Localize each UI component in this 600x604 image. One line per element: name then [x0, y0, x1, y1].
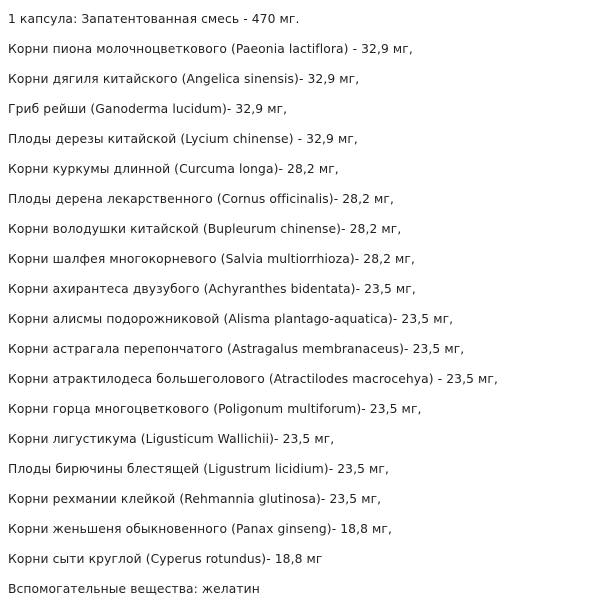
ingredient-line: Корни лигустикума (Ligusticum Wallichii)- 23,5 мг,	[8, 432, 335, 446]
ingredient-line: Корни алисмы подорожниковой (Alisma plantago-aquatica)- 23,5 мг,	[8, 312, 454, 326]
ingredient-line: Корни шалфея многокорневого (Salvia multiorrhioza)- 28,2 мг,	[8, 252, 416, 266]
ingredient-line: Корни рехмании клейкой (Rehmannia glutinosa)- 23,5 мг,	[8, 492, 382, 506]
ingredient-line: Корни володушки китайской (Bupleurum chinense)- 28,2 мг,	[8, 222, 402, 236]
ingredient-line: Корни ахирантеса двузубого (Achyranthes bidentata)- 23,5 мг,	[8, 282, 416, 296]
composition-text	[8, 4, 598, 604]
ingredient-line: Плоды дерезы китайской (Lycium chinense) - 32,9 мг,	[8, 132, 358, 146]
ingredient-line: Корни пиона молочноцветкового (Paeonia lactiflora) - 32,9 мг,	[8, 42, 413, 56]
ingredient-line: Корни астрагала перепончатого (Astragalus membranaceus)- 23,5 мг,	[8, 342, 465, 356]
ingredient-line: Корни сыти круглой (Cyperus rotundus)- 18,8 мг	[8, 552, 323, 566]
capsule-composition-header: 1 капсула: Запатентованная смесь - 470 мг.	[8, 12, 300, 26]
ingredient-line: Корни женьшеня обыкновенного (Panax ginseng)- 18,8 мг,	[8, 522, 392, 536]
ingredient-line: Корни дягиля китайского (Angelica sinensis)- 32,9 мг,	[8, 72, 360, 86]
excipients-line: Вспомогательные вещества: желатин	[8, 582, 260, 596]
ingredient-line: Корни атрактилодеса большеголового (Atractilodes macrocehya) - 23,5 мг,	[8, 372, 498, 386]
ingredient-line: Плоды бирючины блестящей (Ligustrum licidium)- 23,5 мг,	[8, 462, 389, 476]
ingredient-line: Плоды дерена лекарственного (Cornus officinalis)- 28,2 мг,	[8, 192, 394, 206]
ingredient-line: Корни горца многоцветкового (Poligonum multiforum)- 23,5 мг,	[8, 402, 422, 416]
ingredient-line: Гриб рейши (Ganoderma lucidum)- 32,9 мг,	[8, 102, 288, 116]
ingredient-line: Корни куркумы длинной (Curcuma longa)- 28,2 мг,	[8, 162, 339, 176]
